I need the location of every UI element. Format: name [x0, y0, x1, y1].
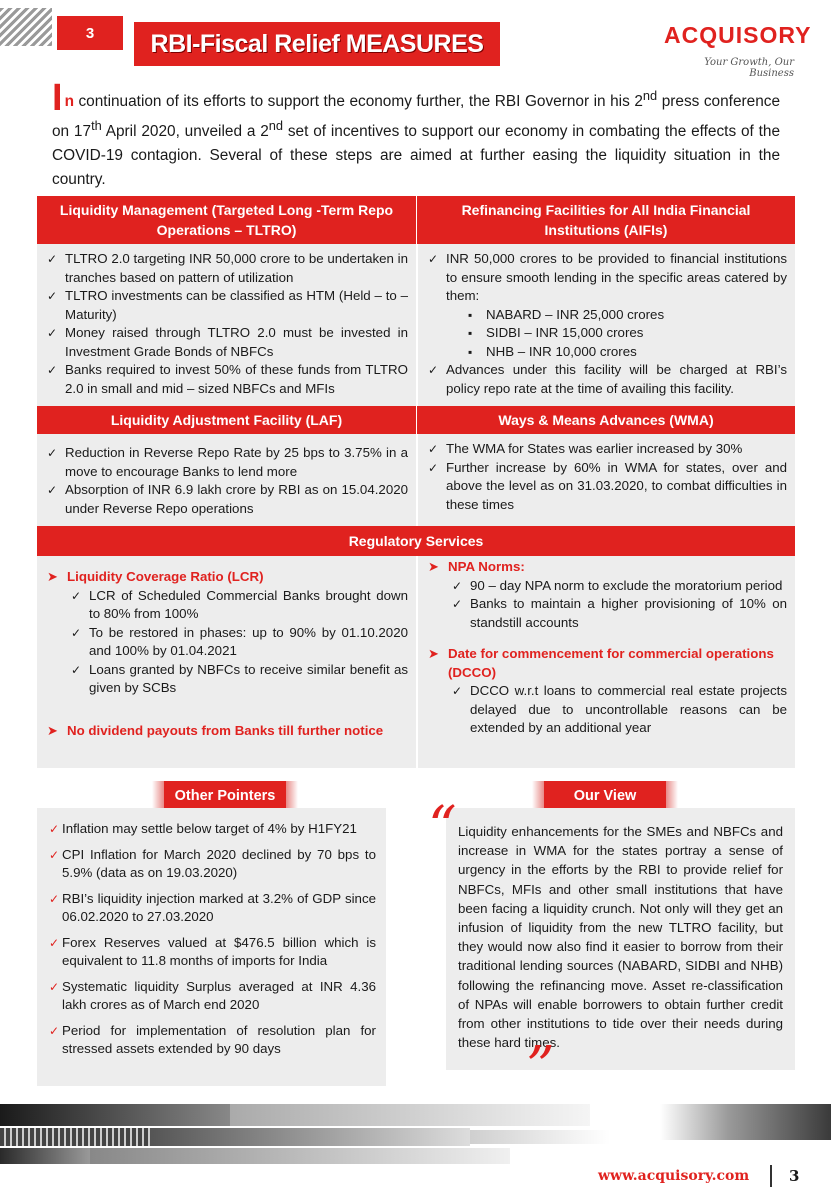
lcr-block	[47, 568, 408, 698]
list-item: ✓ TLTRO investments can be classified as HTM (Held – to – Maturity)	[47, 287, 408, 324]
other-pointers-list	[49, 820, 376, 1059]
laf-list	[47, 444, 408, 518]
section-body-tltro	[37, 244, 416, 406]
footer-divider	[770, 1165, 772, 1187]
dcco-list	[452, 682, 787, 738]
wma-list	[428, 440, 787, 514]
list-item: ✓ Further increase by 60% in WMA for states, over and above the level as on 31.03.2020, to combat difficulties in these times	[428, 459, 787, 515]
section-body-aifi	[416, 244, 795, 406]
list-item: ✓ The WMA for States was earlier increased by 30%	[428, 440, 787, 459]
aifi-sublist	[468, 306, 787, 362]
our-view-panel	[446, 808, 795, 1070]
list-item: ✓ Loans granted by NBFCs to receive similar benefit as given by SCBs	[71, 661, 408, 698]
aifi-list	[428, 250, 787, 398]
sub-list-item: ▪ SIDBI – INR 15,000 crores	[468, 324, 787, 343]
page-number-badge: 3	[57, 16, 123, 50]
intro-sup-2: th	[91, 118, 102, 134]
arrow-bullet-icon: ➤	[47, 722, 58, 738]
list-item: ✓ Absorption of INR 6.9 lakh crore by RBI as on 15.04.2020 under Reverse Repo operations	[47, 481, 408, 518]
list-item: ✓ Money raised through TLTRO 2.0 must be invested in Investment Grade Bonds of NBFCs	[47, 324, 408, 361]
aifi-item-text: INR 50,000 crores to be provided to financial institutions to ensure smooth lending in the specific areas catered by them:	[446, 251, 787, 303]
footer-decoration	[0, 1104, 831, 1168]
footer-page-number: 3	[789, 1167, 800, 1185]
intro-text-2: press conference on 17	[52, 93, 781, 141]
header-stripe-decoration	[0, 8, 52, 46]
intro-first-letter: n	[64, 93, 74, 111]
dcco-heading: Date for commencement for commercial operations (DCCO)	[448, 646, 774, 680]
open-quote-icon: “	[428, 795, 457, 860]
list-item: ✓ Advances under this facility will be charged at RBI’s policy repo rate at the time of availing this facility.	[428, 361, 787, 398]
other-pointers-heading: Other Pointers	[164, 781, 286, 811]
list-item: ✓ Reduction in Reverse Repo Rate by 25 bps to 3.75% in a move to encourage Banks to lend more	[47, 444, 408, 481]
intro-text-3: April 2020, unveiled a 2	[101, 123, 269, 141]
our-view-text: Liquidity enhancements for the SMEs and NBFCs and increase in WMA for the states portray a sense of urgency in the efforts by the RBI to provide relief for NBFCs, MFIs and other small institutions that have been facing a liquidity crunch. Not only will they get an infusion of liquidity from the new TLTRO facility, but they would now also find it easier to borrow from their traditional lending sources (NABARD, SIDBI and NHB) following the refinancing move. Asset re-classification of NPAs will enable borrowers to obtain further credit from other institutions to tide over their needs during these hard times.	[458, 824, 783, 1051]
npa-heading: NPA Norms:	[448, 559, 525, 574]
intro-text-4: set of incentives to support our economy in combating the effects of the COVID-19 contagion. Several of these steps are aimed at further easing the liquidity situation in the country.	[52, 123, 781, 189]
measures-grid	[37, 196, 795, 768]
lcr-list	[71, 587, 408, 698]
section-header-regulatory: Regulatory Services	[37, 526, 795, 556]
section-body-regulatory-right	[416, 556, 795, 768]
section-header-wma: Ways & Means Advances (WMA)	[416, 406, 795, 434]
list-item: ✓ TLTRO 2.0 targeting INR 50,000 crore to be undertaken in tranches based on pattern of utilization	[47, 250, 408, 287]
arrow-bullet-icon: ➤	[428, 646, 439, 661]
list-item: ✓ Forex Reserves valued at $476.5 billion which is equivalent to 11.8 months of imports for India	[49, 934, 376, 971]
dividend-block	[47, 722, 408, 741]
page-title: RBI-Fiscal Relief MEASURES	[134, 22, 500, 66]
section-header-laf: Liquidity Adjustment Facility (LAF)	[37, 406, 416, 434]
list-item: ✓ To be restored in phases: up to 90% by 01.10.2020 and 100% by 01.04.2021	[71, 624, 408, 661]
list-item: ✓ Period for implementation of resolution plan for stressed assets extended by 90 days	[49, 1022, 376, 1059]
sub-list-item: ▪ NHB – INR 10,000 crores	[468, 343, 787, 362]
lcr-heading: Liquidity Coverage Ratio (LCR)	[67, 569, 264, 584]
intro-paragraph	[52, 77, 781, 192]
section-body-regulatory-left	[37, 556, 416, 768]
list-item: ✓ Banks required to invest 50% of these funds from TLTRO 2.0 in small and mid – sized NBFCs and MFIs	[47, 361, 408, 398]
list-item: ✓ CPI Inflation for March 2020 declined by 70 bps to 5.9% (data as on 19.03.2020)	[49, 846, 376, 883]
section-body-wma	[416, 434, 795, 526]
npa-block	[428, 558, 787, 632]
section-body-laf	[37, 434, 416, 526]
other-pointers-panel	[37, 808, 386, 1086]
list-item: ✓ RBI’s liquidity injection marked at 3.2% of GDP since 06.02.2020 to 27.03.2020	[49, 890, 376, 927]
sub-list-item: ▪ NABARD – INR 25,000 crores	[468, 306, 787, 325]
list-item	[428, 250, 787, 361]
list-item: ✓ DCCO w.r.t loans to commercial real estate projects delayed due to uncontrollable reasons can be extended by an additional year	[452, 682, 787, 738]
company-logo	[664, 22, 812, 79]
close-quote-icon: ”	[526, 1035, 555, 1100]
list-item: ✓ 90 – day NPA norm to exclude the moratorium period	[452, 577, 787, 596]
intro-sup-1: nd	[642, 88, 658, 103]
intro-sup-3: nd	[268, 118, 284, 134]
section-header-aifi: Refinancing Facilities for All India Financial Institutions (AIFIs)	[416, 196, 795, 244]
list-item: ✓ Inflation may settle below target of 4% by H1FY21	[49, 820, 376, 839]
arrow-bullet-icon: ➤	[47, 569, 58, 584]
list-item: ✓ Banks to maintain a higher provisioning of 10% on standstill accounts	[452, 595, 787, 632]
dcco-block	[428, 645, 787, 738]
dividend-heading: No dividend payouts from Banks till further notice	[67, 722, 384, 738]
intro-dropcap: I	[52, 77, 63, 119]
list-item: ✓ Systematic liquidity Surplus averaged at INR 4.36 lakh crores as of March end 2020	[49, 978, 376, 1015]
logo-text: ACQUISORY	[664, 22, 812, 48]
npa-list	[452, 577, 787, 633]
logo-tagline: Your Growth, Our Business	[704, 57, 794, 79]
footer-website-link[interactable]: www.acquisory.com	[598, 1168, 750, 1184]
tltro-list	[47, 250, 408, 398]
section-header-tltro: Liquidity Management (Targeted Long -Term Repo Operations – TLTRO)	[37, 196, 416, 244]
our-view-heading: Our View	[544, 781, 666, 811]
arrow-bullet-icon: ➤	[428, 559, 439, 574]
intro-text-1: continuation of its efforts to support the economy further, the RBI Governor in his 2	[73, 93, 643, 111]
list-item: ✓ LCR of Scheduled Commercial Banks brought down to 80% from 100%	[71, 587, 408, 624]
